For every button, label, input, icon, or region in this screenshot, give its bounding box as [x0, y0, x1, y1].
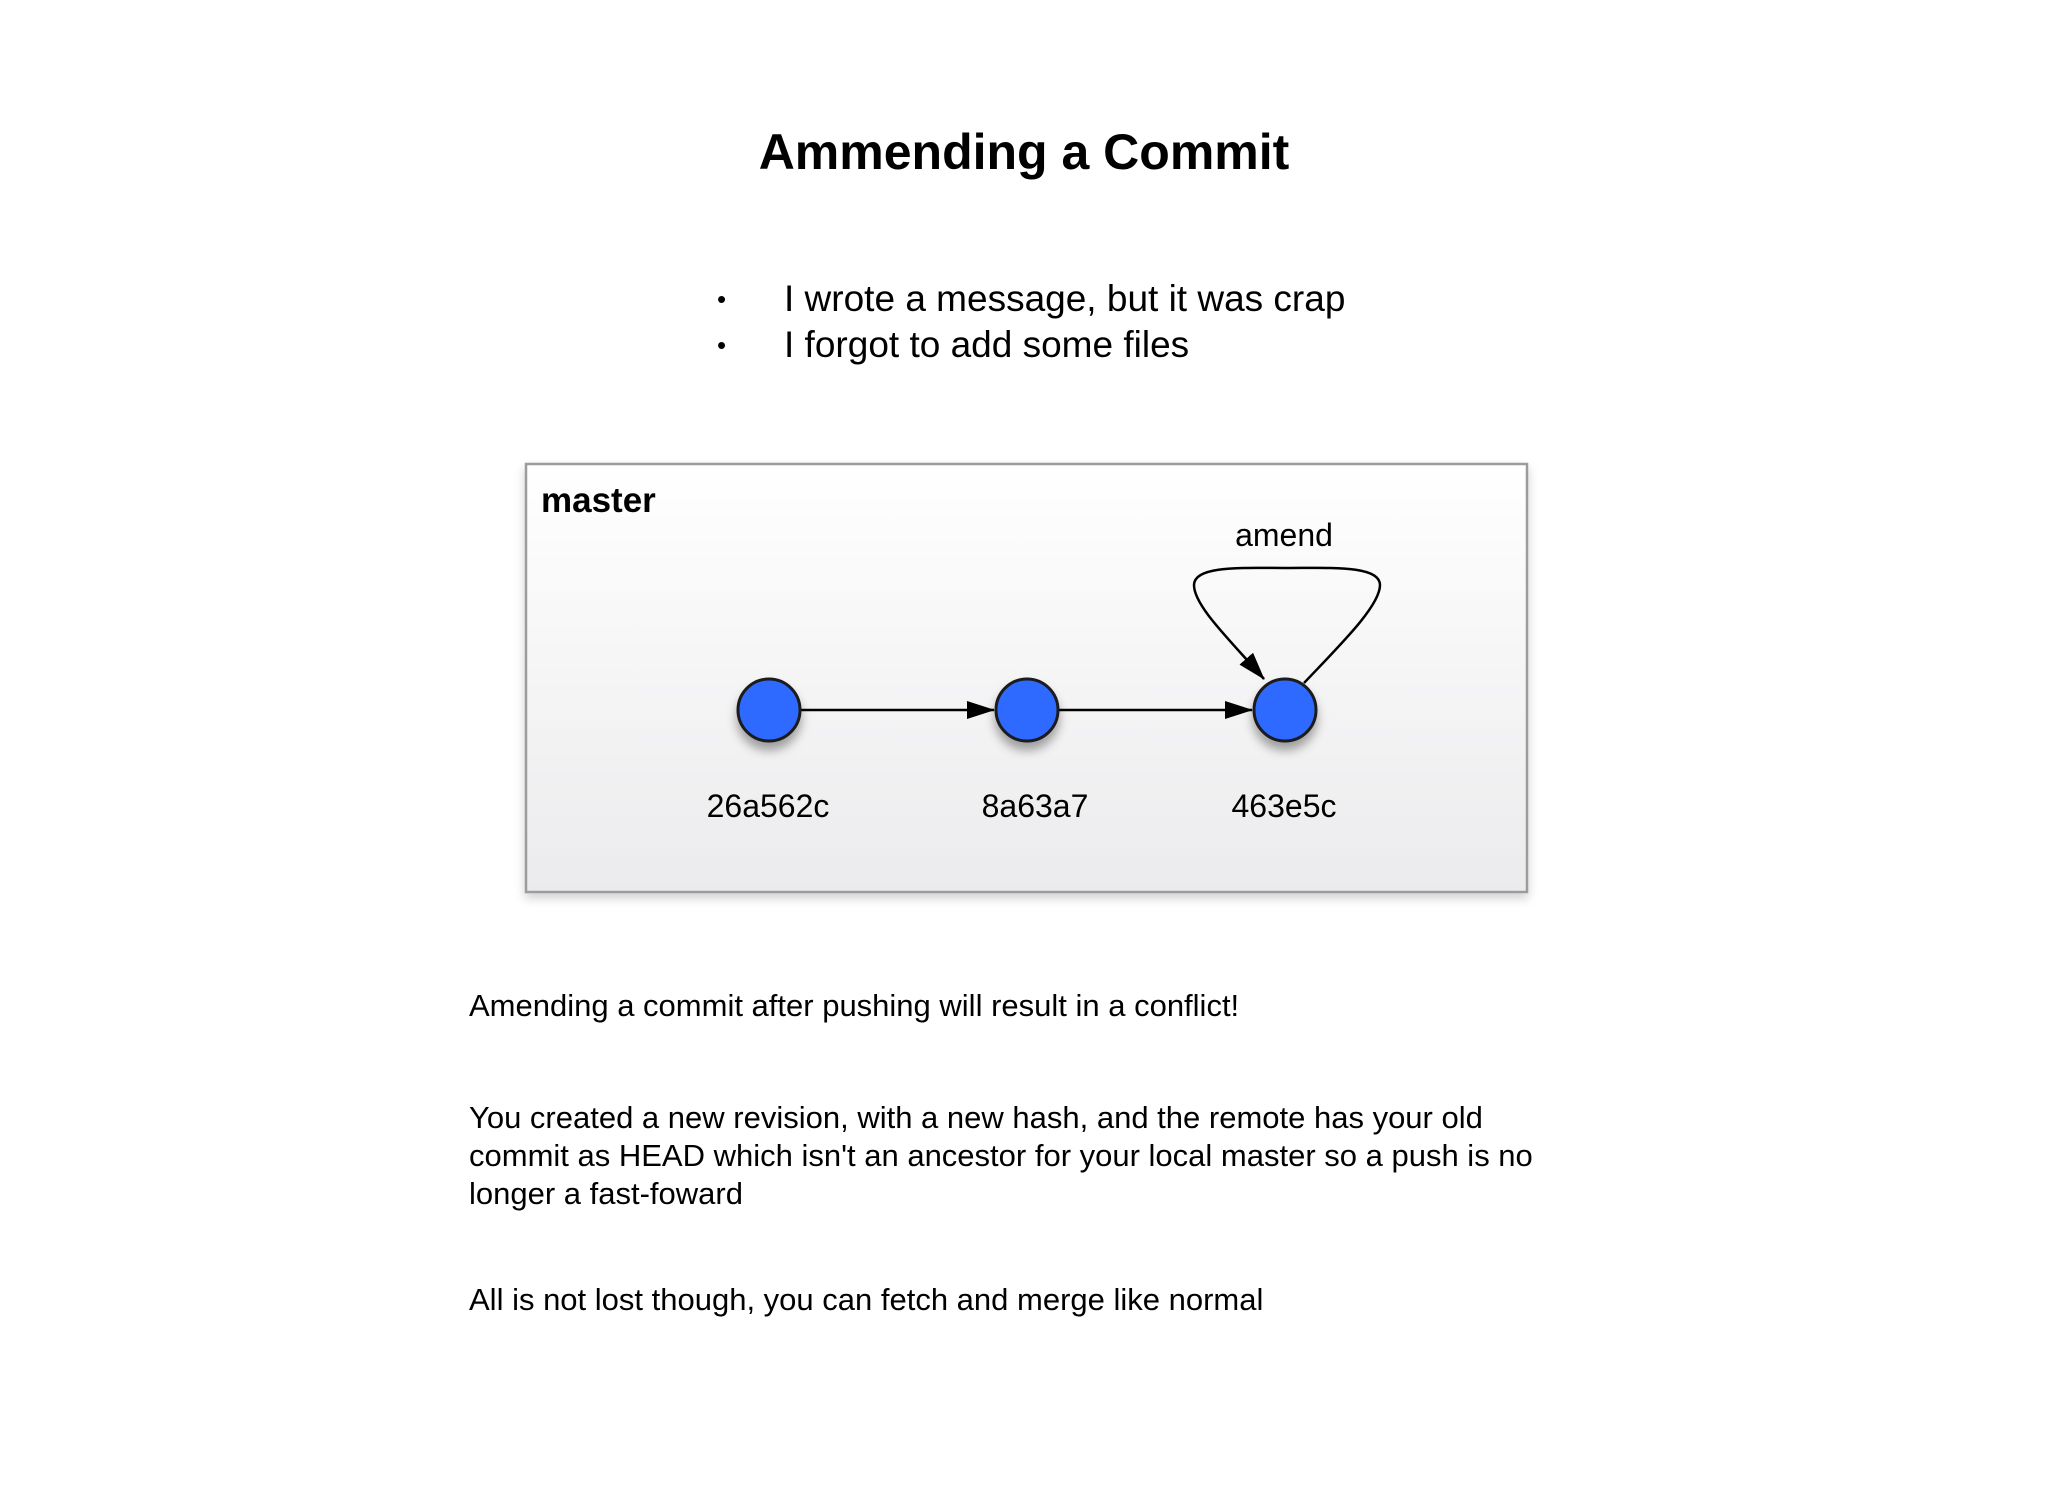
commit-node	[738, 679, 800, 741]
commit-node	[1254, 679, 1316, 741]
bullet-text: I forgot to add some files	[784, 324, 1190, 365]
warning-note: Amending a commit after pushing will result in a conflict!	[469, 988, 1240, 1023]
commit-node	[996, 679, 1058, 741]
explanation-line: You created a new revision, with a new hash, and the remote has your old	[469, 1100, 1483, 1135]
explanation-line: commit as HEAD which isn't an ancestor for your local master so a push is no	[469, 1138, 1533, 1173]
amend-label: amend	[1235, 517, 1333, 553]
explanation-note	[469, 1099, 1533, 1213]
bullet-point-icon: •	[717, 330, 727, 360]
commit-hash-label: 463e5c	[1231, 788, 1337, 824]
reassurance-note: All is not lost though, you can fetch and merge like normal	[469, 1282, 1264, 1317]
bullet-point-icon: •	[717, 284, 727, 314]
slide-title: Ammending a Commit	[758, 124, 1290, 180]
branch-label: master	[541, 481, 656, 520]
bullet-text: I wrote a message, but it was crap	[784, 278, 1346, 319]
commit-hash-label: 26a562c	[706, 788, 830, 824]
explanation-line: longer a fast-foward	[469, 1176, 743, 1211]
commit-hash-label: 8a63a7	[981, 788, 1089, 824]
